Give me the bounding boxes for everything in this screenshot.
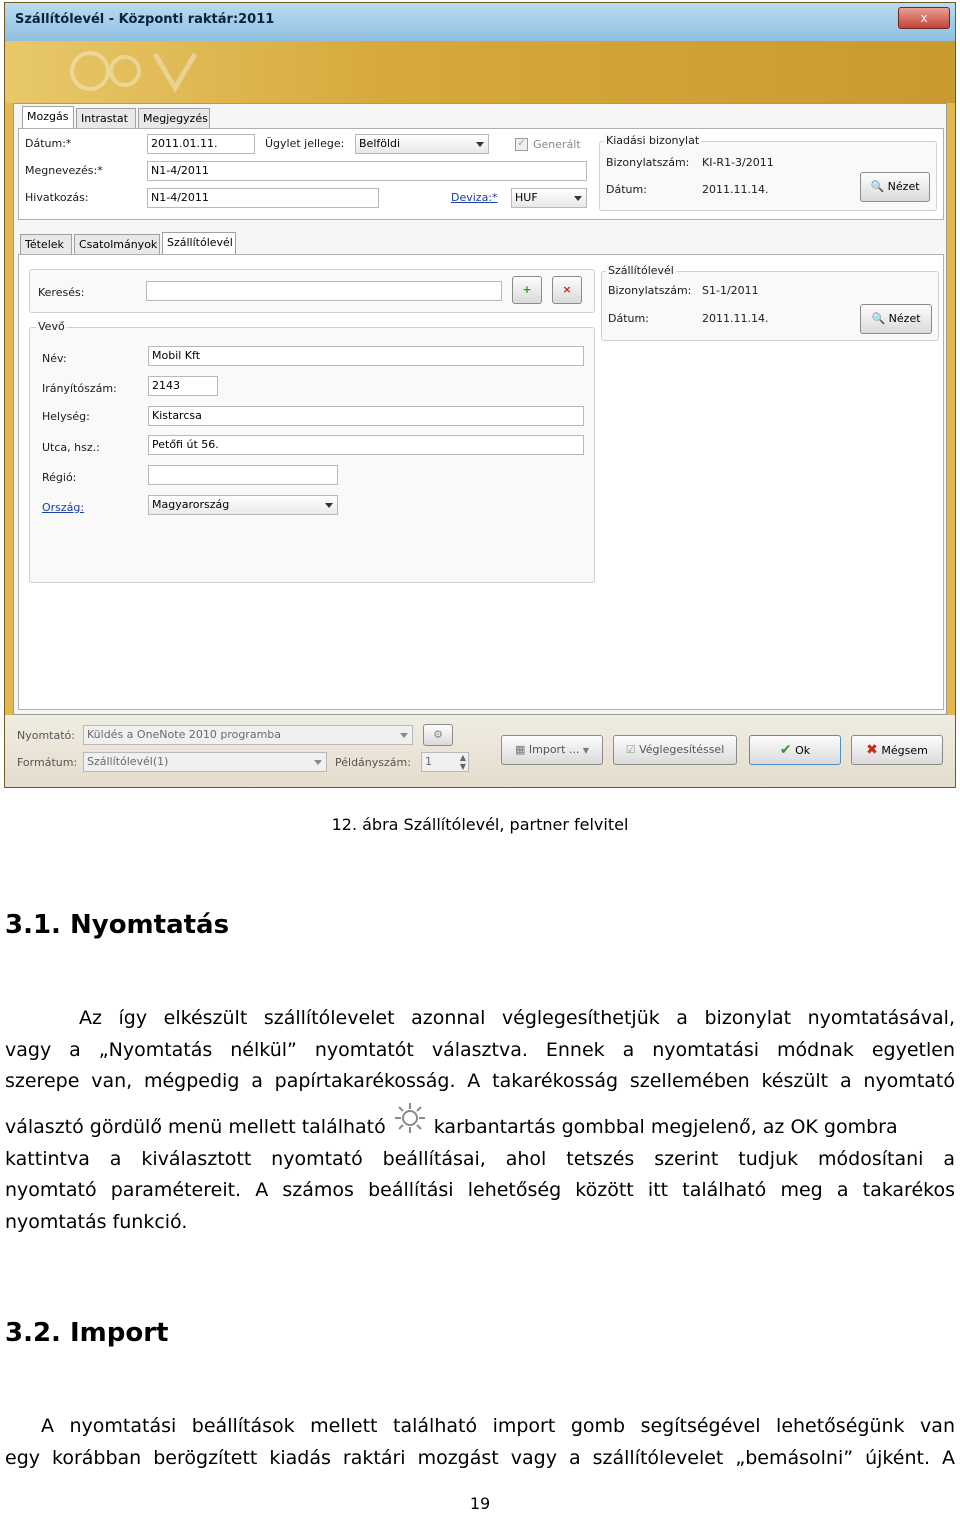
para-line: választó gördülő menü mellett található xyxy=(5,1116,386,1138)
stepper-arrows-icon: ▲ ▼ xyxy=(459,753,466,771)
tab-csatolmanyok[interactable]: Csatolmányok xyxy=(74,234,160,254)
megsem-button[interactable] xyxy=(851,735,943,765)
ugylet-label: Ügylet jellege: xyxy=(265,137,345,150)
kiadasi-bizonylat-group xyxy=(599,134,937,211)
page-number: 19 xyxy=(469,1494,491,1513)
tab-mozgas[interactable]: Mozgás xyxy=(22,106,74,128)
title-bar xyxy=(5,3,955,41)
deviza-link[interactable]: Deviza:* xyxy=(451,191,498,204)
section-heading-import: 3.2. Import xyxy=(5,1318,169,1348)
kiadasi-bizonylatszam-value: KI-R1-3/2011 xyxy=(702,156,774,169)
szallitolevel-datum-label: Dátum: xyxy=(608,312,649,325)
peldanyszam-label: Példányszám: xyxy=(335,756,411,769)
para-line: egy korábban berögzített kiadás raktári mozgást vagy a szállítólevelet „bemásolni” újként. A xyxy=(5,1446,955,1469)
check-icon: ✔ xyxy=(779,742,792,758)
kiadasi-datum-label: Dátum: xyxy=(606,183,647,196)
para-line-with-icon xyxy=(5,1108,955,1144)
tab-tetelek[interactable]: Tételek xyxy=(20,234,72,254)
generalt-checkbox[interactable]: ✓ xyxy=(515,138,528,151)
szallitolevel-title: Szállítólevél xyxy=(608,264,674,277)
szallitolevel-panel xyxy=(18,254,944,710)
nyomtato-select[interactable] xyxy=(83,725,413,745)
megsem-label: Mégsem xyxy=(881,744,928,757)
generalt-label: Generált xyxy=(533,138,581,151)
close-button[interactable]: x xyxy=(898,7,950,29)
cancel-icon: ✖ xyxy=(866,742,878,758)
nev-label: Név: xyxy=(42,352,67,365)
szallitolevel-nezet-button[interactable] xyxy=(860,304,932,334)
para-line: nyomtató paramétereit. A számos beállítási lehetőség között itt található meg a takarékos xyxy=(5,1179,955,1201)
para-line: Az így elkészült szállítólevelet azonnal véglegesíthetjük a bizonylat nyomtatásával, xyxy=(79,1007,955,1029)
ugylet-value: Belföldi xyxy=(359,137,401,150)
chevron-down-icon xyxy=(325,503,333,508)
hivatkozas-field[interactable]: N1-4/2011 xyxy=(147,188,379,208)
hivatkozas-label: Hivatkozás: xyxy=(25,191,89,204)
tab-intrastat[interactable]: Intrastat xyxy=(76,108,136,128)
iranyitoszam-field[interactable]: 2143 xyxy=(148,376,218,396)
search-group xyxy=(29,269,595,313)
para-line: vagy a „Nyomtatás nélkül” nyomtatót választva. Ennek a nyomtatási módnak egyetlen xyxy=(5,1038,955,1061)
utca-field[interactable]: Petőfi út 56. xyxy=(148,435,584,455)
ok-label: Ok xyxy=(795,744,811,757)
magnifier-icon: 🔍 xyxy=(871,312,886,325)
tab-szallitolevel[interactable]: Szállítólevél xyxy=(162,232,236,254)
gear-icon: ⚙ xyxy=(433,728,443,741)
helyseg-label: Helység: xyxy=(42,410,90,423)
datum-label: Dátum:* xyxy=(25,137,72,150)
peldanyszam-stepper[interactable] xyxy=(421,752,469,772)
client-area xyxy=(13,103,947,715)
header-panel xyxy=(18,128,944,220)
footer-bar xyxy=(5,715,955,788)
kiadasi-datum-value: 2011.11.14. xyxy=(702,183,769,196)
szallitolevel-bizonylatszam-label: Bizonylatszám: xyxy=(608,284,692,297)
regio-field[interactable] xyxy=(148,465,338,485)
remove-person-icon: × xyxy=(562,283,572,296)
magnifier-icon: 🔍 xyxy=(870,180,885,193)
formatum-select[interactable] xyxy=(83,752,327,772)
orszag-select[interactable] xyxy=(148,495,338,515)
orszag-value: Magyarország xyxy=(152,498,230,511)
helyseg-field[interactable]: Kistarcsa xyxy=(148,406,584,426)
application-window xyxy=(4,2,956,788)
datum-field[interactable]: 2011.01.11. xyxy=(147,134,255,154)
regio-label: Régió: xyxy=(42,471,77,484)
nyomtato-label: Nyomtató: xyxy=(17,729,75,742)
kiadasi-nezet-button[interactable] xyxy=(860,172,930,202)
checkbox-icon: ☑ xyxy=(625,743,636,756)
section-heading-nyomtatas: 3.1. Nyomtatás xyxy=(5,910,230,940)
szallitolevel-nezet-label: Nézet xyxy=(888,312,921,325)
remove-partner-button[interactable] xyxy=(552,276,582,304)
iranyitoszam-label: Irányítószám: xyxy=(42,382,117,395)
printer-settings-button[interactable] xyxy=(423,724,453,746)
deviza-value: HUF xyxy=(515,191,538,204)
formatum-label: Formátum: xyxy=(17,756,78,769)
para-line: A nyomtatási beállítások mellett található import gomb segítségével lehetőségünk van xyxy=(41,1415,955,1437)
para-line: nyomtatás funkció. xyxy=(5,1210,188,1233)
tab-megjegyzes[interactable]: Megjegyzés xyxy=(138,108,210,128)
paragraph-nyomtatas xyxy=(5,1003,955,1238)
chevron-down-icon xyxy=(314,760,322,765)
nev-field[interactable]: Mobil Kft xyxy=(148,346,584,366)
ok-button[interactable] xyxy=(749,735,841,765)
window-title: Szállítólevél - Központi raktár:2011 xyxy=(15,12,275,27)
szallitolevel-group xyxy=(601,264,939,341)
add-person-icon: + xyxy=(522,283,532,296)
chevron-down-icon xyxy=(574,196,582,201)
kiadasi-bizonylatszam-label: Bizonylatszám: xyxy=(606,156,690,169)
import-label: Import ... xyxy=(528,743,580,756)
peldanyszam-value: 1 xyxy=(425,755,432,768)
para-line: karbantartás gombbal megjelenő, az OK gombra xyxy=(433,1116,898,1138)
chevron-down-icon xyxy=(400,733,408,738)
ugylet-select[interactable] xyxy=(355,134,489,154)
deviza-select[interactable] xyxy=(511,188,587,208)
veglegesitessel-label: Véglegesítéssel xyxy=(639,743,725,756)
gear-icon xyxy=(390,1100,430,1136)
header-banner xyxy=(5,41,955,103)
chevron-down-icon xyxy=(476,142,484,147)
kereses-input[interactable] xyxy=(146,281,502,301)
vevo-title: Vevő xyxy=(38,320,65,333)
kiadasi-nezet-label: Nézet xyxy=(887,180,920,193)
veglegesitessel-toggle[interactable] xyxy=(613,735,737,765)
szallitolevel-datum-value: 2011.11.14. xyxy=(702,312,769,325)
nyomtato-value: Küldés a OneNote 2010 programba xyxy=(87,728,282,741)
import-icon: ▦ xyxy=(514,743,526,756)
add-partner-button[interactable] xyxy=(512,276,542,304)
para-line: kattintva a kiválasztott nyomtató beállításai, ahol tetszés szerint tudjuk módosítani a xyxy=(5,1147,955,1170)
szallitolevel-bizonylatszam-value: S1-1/2011 xyxy=(702,284,759,297)
kiadasi-bizonylat-title: Kiadási bizonylat xyxy=(606,134,700,147)
vevo-group xyxy=(29,320,595,583)
company-logo-icon xyxy=(65,46,215,96)
megnevezes-field[interactable]: N1-4/2011 xyxy=(147,161,587,181)
formatum-value: Szállítólevél(1) xyxy=(87,755,169,768)
orszag-link[interactable]: Ország: xyxy=(42,501,85,514)
chevron-down-icon: ▼ xyxy=(582,746,590,755)
para-line: szerepe van, mégpedig a papírtakarékosság. A takarékosság szellemében készült a nyomtató xyxy=(5,1070,955,1092)
utca-label: Utca, hsz.: xyxy=(42,441,100,454)
import-button[interactable] xyxy=(501,735,603,765)
megnevezes-label: Megnevezés:* xyxy=(25,164,103,177)
kereses-label: Keresés: xyxy=(38,286,85,299)
paragraph-import xyxy=(5,1411,955,1474)
figure-caption: 12. ábra Szállítólevél, partner felvitel xyxy=(331,815,629,834)
